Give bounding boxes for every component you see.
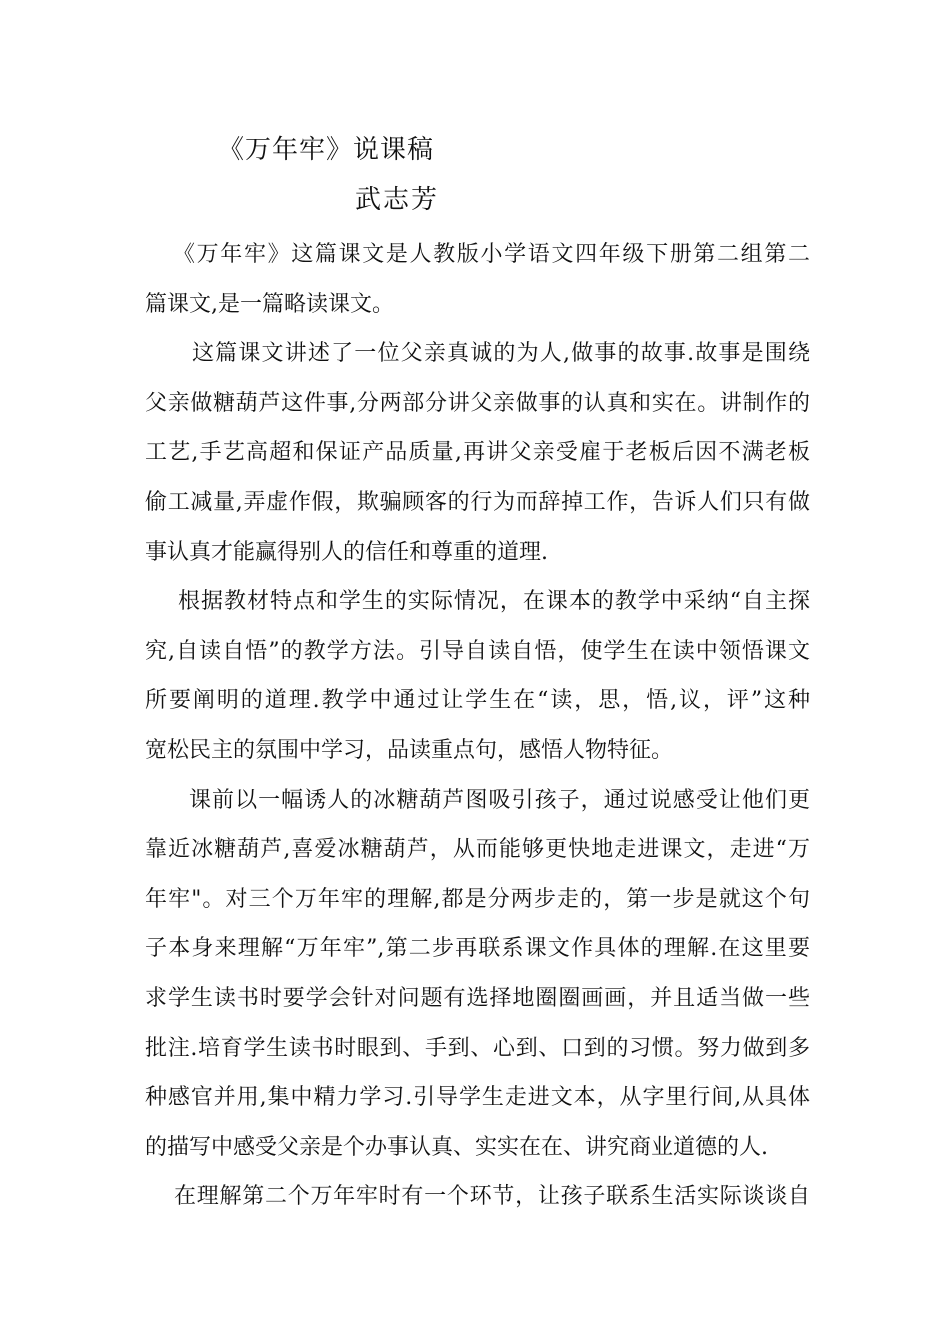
text-line: 课前以一幅诱人的冰糖葫芦图吸引孩子，通过说感受让他们更 bbox=[189, 787, 810, 813]
text-line: 这篇课文讲述了一位父亲真诚的为人,做事的故事.故事是围绕 bbox=[192, 341, 810, 367]
text-line: 事认真才能赢得别人的信任和尊重的道理. bbox=[145, 539, 548, 565]
document-author: 武志芳 bbox=[355, 185, 440, 215]
text-line: 工艺,手艺高超和保证产品质量,再讲父亲受雇于老板后因不满老板 bbox=[145, 440, 810, 466]
text-line: 篇课文,是一篇略读课文。 bbox=[145, 291, 394, 317]
text-line: 究,自读自悟”的教学方法。引导自读自悟，使学生在读中领悟课文 bbox=[145, 638, 810, 664]
document-title: 《万年牢》说课稿 bbox=[218, 135, 435, 165]
paragraph-1 bbox=[145, 230, 810, 329]
text-line: 所要阐明的道理.教学中通过让学生在“读，思，悟,议，评”这种 bbox=[145, 688, 810, 714]
text-line: 《万年牢》这篇课文是人教版小学语文四年级下册第二组第二 bbox=[173, 242, 810, 267]
paragraph-2 bbox=[145, 329, 810, 577]
text-line: 父亲做糖葫芦这件事,分两部分讲父亲做事的认真和实在。讲制作的 bbox=[145, 390, 810, 416]
text-line: 根据教材特点和学生的实际情况，在课本的教学中采纳“自主探 bbox=[178, 589, 810, 615]
text-line: 求学生读书时要学会针对问题有选择地圈圈画画，并且适当做一些 bbox=[145, 985, 810, 1011]
text-line: 靠近冰糖葫芦,喜爱冰糖葫芦，从而能够更快地走进课文，走进“万 bbox=[145, 837, 810, 863]
text-line: 子本身来理解“万年牢”,第二步再联系课文作具体的理解.在这里要 bbox=[145, 936, 810, 962]
text-line: 的描写中感受父亲是个办事认真、实实在在、讲究商业道德的人. bbox=[145, 1134, 768, 1160]
document-body bbox=[145, 230, 810, 1222]
paragraph-3 bbox=[145, 577, 810, 775]
paragraph-5 bbox=[145, 1172, 810, 1222]
text-line: 宽松民主的氛围中学习，品读重点句，感悟人物特征。 bbox=[145, 737, 674, 763]
text-line: 偷工减量,弄虚作假，欺骗顾客的行为而辞掉工作，告诉人们只有做 bbox=[145, 489, 810, 515]
text-line: 年牢"。对三个万年牢的理解,都是分两步走的，第一步是就这个句 bbox=[145, 886, 810, 912]
text-line: 种感官并用,集中精力学习.引导学生走进文本，从字里行间,从具体 bbox=[145, 1085, 810, 1111]
text-line: 批注.培育学生读书时眼到、手到、心到、口到的习惯。努力做到多 bbox=[145, 1035, 810, 1061]
paragraph-4 bbox=[145, 776, 810, 1173]
text-line: 在理解第二个万年牢时有一个环节，让孩子联系生活实际谈谈自 bbox=[174, 1184, 810, 1210]
